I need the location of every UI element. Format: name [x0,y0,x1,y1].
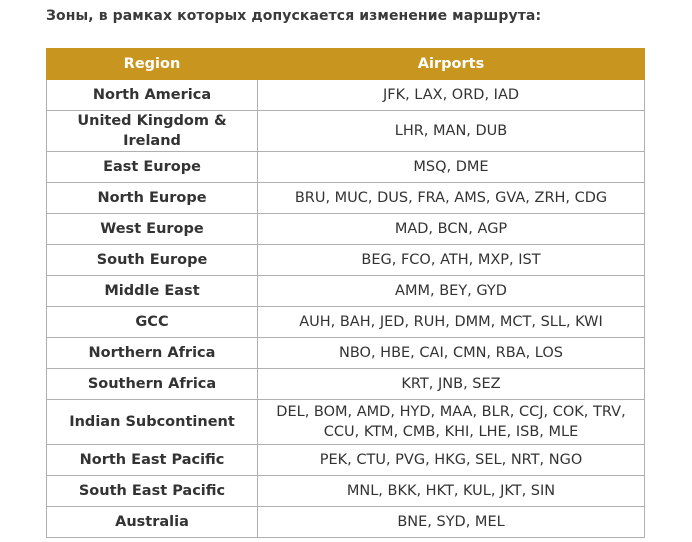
table-row [47,80,645,111]
region-cell: Australia [47,507,258,538]
airports-cell: AUH, BAH, JED, RUH, DMM, MCT, SLL, KWI [258,307,645,338]
region-cell: Middle East [47,276,258,307]
airports-cell: BNE, SYD, MEL [258,507,645,538]
table-header-row [47,49,645,80]
region-cell: North America [47,80,258,111]
table-row [47,245,645,276]
page-heading: Зоны, в рамках которых допускается изменение маршрута: [46,8,542,24]
region-cell: United Kingdom & Ireland [47,111,258,152]
table-row [47,445,645,476]
table-row [47,338,645,369]
region-cell: South Europe [47,245,258,276]
region-cell: North East Pacific [47,445,258,476]
table-row [47,507,645,538]
airports-cell: KRT, JNB, SEZ [258,369,645,400]
airports-cell: PEK, CTU, PVG, HKG, SEL, NRT, NGO [258,445,645,476]
airports-cell: JFK, LAX, ORD, IAD [258,80,645,111]
column-header-region: Region [47,49,258,80]
airports-cell: BRU, MUC, DUS, FRA, AMS, GVA, ZRH, CDG [258,183,645,214]
table-row [47,276,645,307]
region-cell: North Europe [47,183,258,214]
airports-cell: DEL, BOM, AMD, HYD, MAA, BLR, CCJ, COK, TRV, CCU, KTM, CMB, KHI, LHE, ISB, MLE [258,400,645,445]
table-row [47,111,645,152]
region-cell: West Europe [47,214,258,245]
table-row [47,214,645,245]
region-cell: South East Pacific [47,476,258,507]
table-row [47,307,645,338]
zones-table [46,48,645,538]
table-row [47,183,645,214]
airports-cell: MSQ, DME [258,152,645,183]
table-row [47,152,645,183]
region-cell: Indian Subcontinent [47,400,258,445]
table-row [47,476,645,507]
region-cell: East Europe [47,152,258,183]
airports-cell: NBO, HBE, CAI, CMN, RBA, LOS [258,338,645,369]
airports-cell: LHR, MAN, DUB [258,111,645,152]
airports-cell: MAD, BCN, AGP [258,214,645,245]
region-cell: GCC [47,307,258,338]
table-row [47,400,645,445]
table-row [47,369,645,400]
airports-cell: AMM, BEY, GYD [258,276,645,307]
airports-cell: MNL, BKK, HKT, KUL, JKT, SIN [258,476,645,507]
column-header-airports: Airports [258,49,645,80]
airports-cell: BEG, FCO, ATH, MXP, IST [258,245,645,276]
region-cell: Northern Africa [47,338,258,369]
region-cell: Southern Africa [47,369,258,400]
